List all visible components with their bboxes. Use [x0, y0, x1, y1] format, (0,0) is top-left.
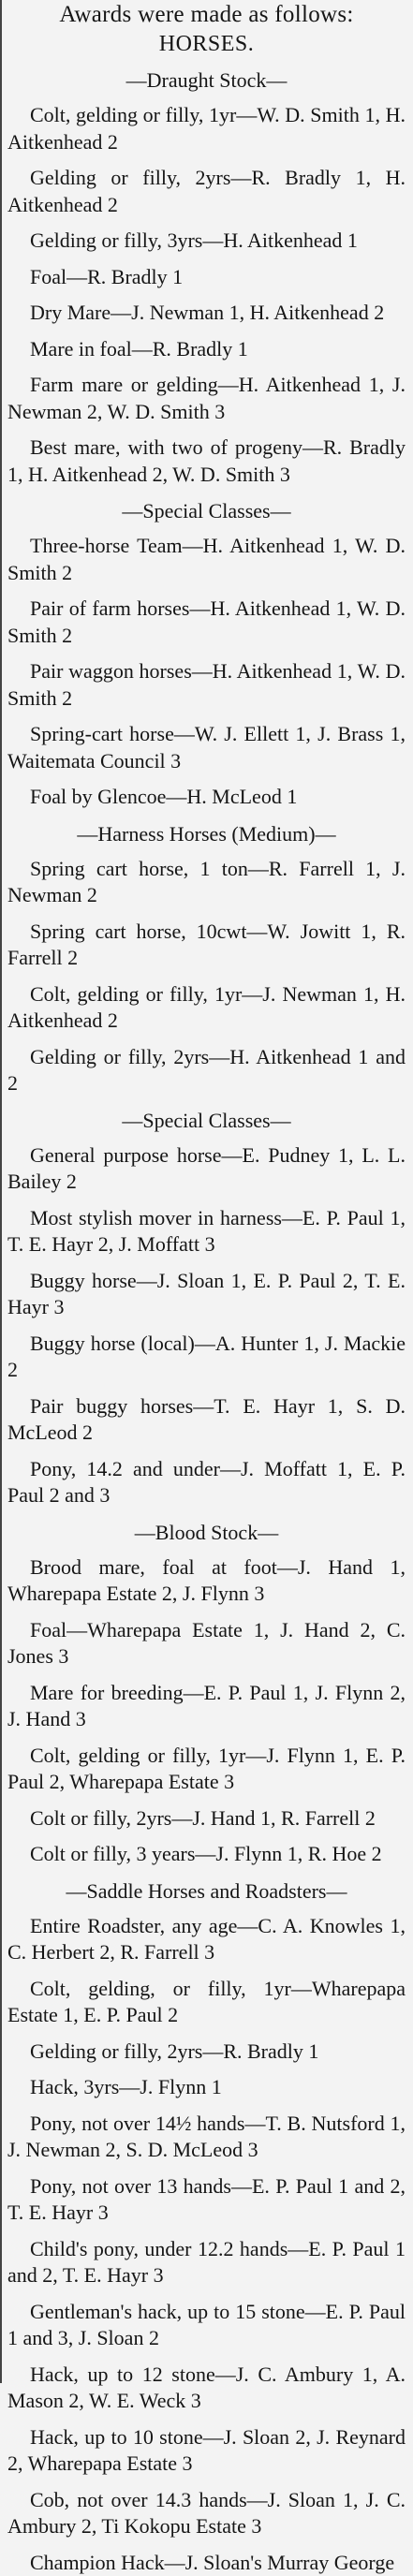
- award-entry: Gelding or filly, 2yrs—R. Bradly 1: [7, 2039, 406, 2066]
- award-entry: Colt or filly, 3 years—J. Flynn 1, R. Hoe 2: [7, 1841, 406, 1868]
- award-entry: Colt, gelding or filly, 1yr—J. Flynn 1, E. P. Paul 2, Wharepapa Estate 3: [7, 1743, 406, 1796]
- award-section: [7, 1107, 406, 1509]
- award-entry: Best mare, with two of progeny—R. Bradly 1, H. Aitkenhead 2, W. D. Smith 3: [7, 434, 406, 488]
- award-entry: Pair buggy horses—T. E. Hayr 1, S. D. McLeod 2: [7, 1393, 406, 1447]
- award-entry: Foal—R. Bradly 1: [7, 264, 406, 291]
- award-entry: Champion Hack—J. Sloan's Murray George: [7, 2550, 406, 2576]
- award-entry: Pair of farm horses—H. Aitkenhead 1, W. D. Smith 2: [7, 596, 406, 649]
- award-entry: Foal—Wharepapa Estate 1, J. Hand 2, C. Jones 3: [7, 1617, 406, 1671]
- award-entry: Brood mare, foal at foot—J. Hand 1, Wharepapa Estate 2, J. Flynn 3: [7, 1554, 406, 1608]
- award-entry: Pony, not over 13 hands—E. P. Paul 1 and 2, T. E. Hayr 3: [7, 2173, 406, 2227]
- subsection-title: —Harness Horses (Medium)—: [7, 820, 406, 848]
- award-section: [7, 1877, 406, 2576]
- award-entry: Colt or filly, 2yrs—J. Hand 1, R. Farrell 2: [7, 1805, 406, 1833]
- award-entry: Colt, gelding or filly, 1yr—J. Newman 1, H. Aitkenhead 2: [7, 981, 406, 1035]
- award-entry: Gentleman's hack, up to 15 stone—E. P. Paul 1 and 3, J. Sloan 2: [7, 2299, 406, 2352]
- award-entry: Buggy horse—J. Sloan 1, E. P. Paul 2, T. E. Hayr 3: [7, 1268, 406, 1321]
- award-entry: Gelding or filly, 2yrs—H. Aitkenhead 1 and 2: [7, 1044, 406, 1097]
- award-entry: General purpose horse—E. Pudney 1, L. L. Bailey 2: [7, 1142, 406, 1196]
- award-entry: Buggy horse (local)—A. Hunter 1, J. Mackie 2: [7, 1331, 406, 1384]
- award-entry: Pony, not over 14½ hands—T. B. Nutsford 1, J. Newman 2, S. D. McLeod 3: [7, 2111, 406, 2164]
- subsection-title: —Special Classes—: [7, 497, 406, 525]
- award-entry: Child's pony, under 12.2 hands—E. P. Paul 1 and 2, T. E. Hayr 3: [7, 2236, 406, 2289]
- award-entry: Pony, 14.2 and under—J. Moffatt 1, E. P. Paul 2 and 3: [7, 1456, 406, 1509]
- intro-line: Awards were made as follows:: [7, 2, 406, 28]
- award-entry: Pair waggon horses—H. Aitkenhead 1, W. D. Smith 2: [7, 658, 406, 712]
- award-section: [7, 66, 406, 488]
- award-entry: Hack, up to 10 stone—J. Sloan 2, J. Reynard 2, Wharepapa Estate 3: [7, 2424, 406, 2478]
- column-rule: [0, 0, 2, 2383]
- award-entry: Hack, up to 12 stone—J. C. Ambury 1, A. Mason 2, W. E. Weck 3: [7, 2362, 406, 2415]
- award-entry: Dry Mare—J. Newman 1, H. Aitkenhead 2: [7, 300, 406, 327]
- award-entry: Colt, gelding or filly, 1yr—W. D. Smith 1, H. Aitkenhead 2: [7, 102, 406, 155]
- award-entry: Mare for breeding—E. P. Paul 1, J. Flynn 2, J. Hand 3: [7, 1680, 406, 1733]
- subsection-title: —Draught Stock—: [7, 66, 406, 95]
- award-entry: Entire Roadster, any age—C. A. Knowles 1, C. Herbert 2, R. Farrell 3: [7, 1913, 406, 1966]
- award-entry: Gelding or filly, 3yrs—H. Aitkenhead 1: [7, 228, 406, 255]
- award-entry: Foal by Glencoe—H. McLeod 1: [7, 784, 406, 811]
- award-entry: Cob, not over 14.3 hands—J. Sloan 1, J. C. Ambury 2, Ti Kokopu Estate 3: [7, 2487, 406, 2540]
- award-entry: Colt, gelding, or filly, 1yr—Wharepapa Estate 1, E. P. Paul 2: [7, 1976, 406, 2029]
- subsection-title: —Saddle Horses and Roadsters—: [7, 1877, 406, 1906]
- award-sections: [7, 66, 406, 2576]
- award-section: [7, 1519, 406, 1868]
- award-entry: Spring cart horse, 10cwt—W. Jowitt 1, R. Farrell 2: [7, 919, 406, 972]
- award-entry: Spring-cart horse—W. J. Ellett 1, J. Brass 1, Waitemata Council 3: [7, 721, 406, 774]
- award-entry: Most stylish mover in harness—E. P. Paul 1, T. E. Hayr 2, J. Moffatt 3: [7, 1205, 406, 1259]
- section-heading: HORSES.: [7, 30, 406, 58]
- award-section: [7, 820, 406, 1097]
- award-entry: Mare in foal—R. Bradly 1: [7, 336, 406, 363]
- award-entry: Gelding or filly, 2yrs—R. Bradly 1, H. Aitkenhead 2: [7, 165, 406, 218]
- award-entry: Three-horse Team—H. Aitkenhead 1, W. D. Smith 2: [7, 533, 406, 586]
- subsection-title: —Blood Stock—: [7, 1519, 406, 1547]
- award-entry: Spring cart horse, 1 ton—R. Farrell 1, J. Newman 2: [7, 856, 406, 909]
- award-entry: Hack, 3yrs—J. Flynn 1: [7, 2074, 406, 2101]
- award-section: [7, 497, 406, 811]
- award-entry: Farm mare or gelding—H. Aitkenhead 1, J. Newman 2, W. D. Smith 3: [7, 372, 406, 425]
- subsection-title: —Special Classes—: [7, 1107, 406, 1135]
